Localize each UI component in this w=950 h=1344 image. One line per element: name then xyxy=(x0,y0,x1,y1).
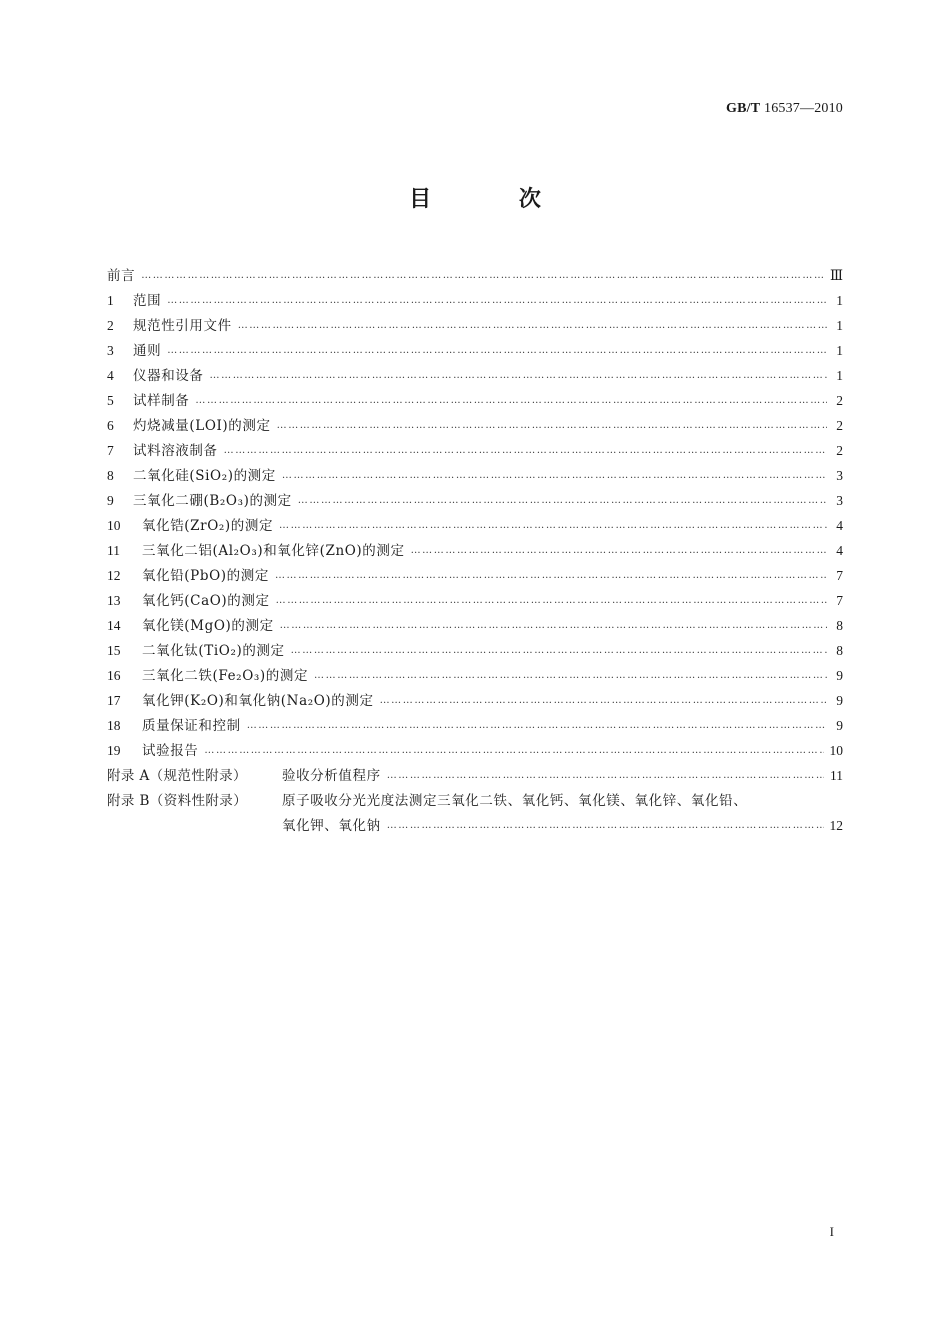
toc-entry-appendix-b[interactable] xyxy=(107,785,843,810)
toc-entry[interactable] xyxy=(107,735,843,760)
toc-number: 17 xyxy=(107,693,121,708)
toc-label: 氧化钙(CaO)的测定 xyxy=(142,593,270,609)
toc-label: 氧化锆(ZrO₂)的测定 xyxy=(142,518,274,534)
toc-entry[interactable] xyxy=(107,410,843,435)
toc-entry[interactable] xyxy=(107,585,843,610)
dot-leader xyxy=(247,717,827,735)
dot-leader xyxy=(280,617,827,635)
toc-label: 原子吸收分光光度法测定三氧化二铁、氧化钙、氧化镁、氧化锌、氧化铅、 xyxy=(282,793,748,809)
toc-number: 19 xyxy=(107,743,121,758)
toc-page: 2 xyxy=(836,393,843,408)
toc-label: 质量保证和控制 xyxy=(142,718,241,734)
toc-page: 4 xyxy=(836,518,843,533)
toc-label: 试料溶液制备 xyxy=(133,443,218,459)
dot-leader xyxy=(224,442,827,460)
dot-leader xyxy=(204,742,823,760)
toc-label: 三氧化二硼(B₂O₃)的测定 xyxy=(133,493,292,509)
toc-label: 二氧化钛(TiO₂)的测定 xyxy=(142,643,285,659)
dot-leader xyxy=(277,417,827,435)
appendix-prefix: 附录 A（规范性附录） xyxy=(107,768,247,784)
dot-leader xyxy=(275,567,827,585)
toc-page: 10 xyxy=(829,743,843,758)
toc-number: 18 xyxy=(107,718,121,733)
toc-page: 7 xyxy=(836,568,843,583)
toc-entry[interactable] xyxy=(107,535,843,560)
toc-entry[interactable] xyxy=(107,360,843,385)
dot-leader xyxy=(380,692,827,710)
toc-page: 8 xyxy=(836,643,843,658)
toc-page: 9 xyxy=(836,718,843,733)
dot-leader xyxy=(387,817,824,835)
toc-entry[interactable] xyxy=(107,460,843,485)
toc-entry[interactable] xyxy=(107,435,843,460)
toc-page: 9 xyxy=(836,668,843,683)
toc-label: 氧化钾(K₂O)和氧化钠(Na₂O)的测定 xyxy=(142,693,374,709)
toc-page: 3 xyxy=(836,468,843,483)
toc-label: 氧化铅(PbO)的测定 xyxy=(142,568,269,584)
toc-page: 4 xyxy=(836,543,843,558)
toc-number: 2 xyxy=(107,318,114,333)
toc-number: 7 xyxy=(107,443,114,458)
toc-number: 10 xyxy=(107,518,121,533)
dot-leader xyxy=(314,667,827,685)
toc-number: 16 xyxy=(107,668,121,683)
dot-leader xyxy=(282,467,827,485)
toc-label: 灼烧减量(LOI)的测定 xyxy=(133,418,271,434)
toc-number: 8 xyxy=(107,468,114,483)
toc-entry[interactable] xyxy=(107,660,843,685)
toc-entry[interactable] xyxy=(107,310,843,335)
toc-label-continued: 氧化钾、氧化钠 xyxy=(282,818,381,834)
toc-label: 仪器和设备 xyxy=(133,368,204,384)
table-of-contents xyxy=(107,260,843,835)
toc-number: 13 xyxy=(107,593,121,608)
toc-label: 前言 xyxy=(107,268,136,284)
toc-entry[interactable] xyxy=(107,510,843,535)
dot-leader xyxy=(298,492,827,510)
toc-page: 7 xyxy=(836,593,843,608)
toc-entry[interactable] xyxy=(107,335,843,360)
standard-code xyxy=(726,101,843,117)
dot-leader xyxy=(195,392,827,410)
page-number: I xyxy=(829,1224,834,1239)
toc-number: 11 xyxy=(107,543,120,558)
dot-leader xyxy=(387,767,824,785)
standard-number: 16537—2010 xyxy=(760,101,843,116)
toc-label: 三氧化二铁(Fe₂O₃)的测定 xyxy=(142,668,309,684)
toc-number: 14 xyxy=(107,618,121,633)
toc-number: 9 xyxy=(107,493,114,508)
toc-page: 12 xyxy=(829,818,843,833)
dot-leader xyxy=(167,292,827,310)
toc-entry[interactable] xyxy=(107,560,843,585)
toc-page: 1 xyxy=(836,343,843,358)
toc-number: 6 xyxy=(107,418,114,433)
toc-page: Ⅲ xyxy=(829,268,843,283)
toc-page: 2 xyxy=(836,443,843,458)
toc-label: 氧化镁(MgO)的测定 xyxy=(142,618,274,634)
toc-label: 通则 xyxy=(133,343,162,359)
toc-entry[interactable] xyxy=(107,610,843,635)
toc-entry-foreword[interactable] xyxy=(107,260,843,285)
toc-page: 11 xyxy=(830,768,843,783)
toc-entry[interactable] xyxy=(107,485,843,510)
dot-leader xyxy=(141,267,824,285)
toc-page: 9 xyxy=(836,693,843,708)
toc-page: 1 xyxy=(836,368,843,383)
toc-label: 试样制备 xyxy=(133,393,190,409)
standard-prefix: GB/T xyxy=(726,101,761,116)
dot-leader xyxy=(210,367,828,385)
dot-leader xyxy=(279,517,827,535)
dot-leader xyxy=(276,592,827,610)
toc-page: 1 xyxy=(836,293,843,308)
dot-leader xyxy=(411,542,827,560)
toc-label: 二氧化硅(SiO₂)的测定 xyxy=(133,468,276,484)
toc-number: 1 xyxy=(107,293,114,308)
toc-label: 试验报告 xyxy=(142,743,199,759)
toc-number: 15 xyxy=(107,643,121,658)
toc-number: 12 xyxy=(107,568,121,583)
toc-page: 8 xyxy=(836,618,843,633)
toc-number: 3 xyxy=(107,343,114,358)
toc-number: 5 xyxy=(107,393,114,408)
toc-label: 三氧化二铝(Al₂O₃)和氧化锌(ZnO)的测定 xyxy=(142,543,405,559)
toc-entry[interactable] xyxy=(107,635,843,660)
toc-entry[interactable] xyxy=(107,385,843,410)
appendix-prefix: 附录 B（资料性附录） xyxy=(107,793,248,809)
toc-entry[interactable] xyxy=(107,710,843,735)
toc-page: 2 xyxy=(836,418,843,433)
toc-page: 3 xyxy=(836,493,843,508)
dot-leader xyxy=(291,642,827,660)
toc-number: 4 xyxy=(107,368,114,383)
toc-entry-appendix-b-continued[interactable] xyxy=(107,810,843,835)
toc-label: 范围 xyxy=(133,293,162,309)
toc-entry[interactable] xyxy=(107,685,843,710)
page-title: 目 次 xyxy=(409,187,581,212)
toc-label: 规范性引用文件 xyxy=(133,318,232,334)
toc-entry-appendix-a[interactable] xyxy=(107,760,843,785)
dot-leader xyxy=(167,342,827,360)
toc-label: 验收分析值程序 xyxy=(282,768,381,784)
toc-entry[interactable] xyxy=(107,285,843,310)
toc-page: 1 xyxy=(836,318,843,333)
dot-leader xyxy=(238,317,827,335)
